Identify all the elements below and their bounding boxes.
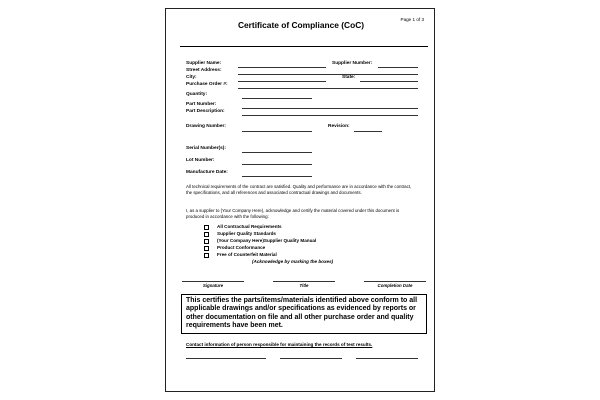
checkbox-supplier-quality-manual[interactable] [204, 239, 209, 244]
supplier-number-field[interactable] [378, 67, 418, 68]
part-description-field[interactable] [242, 115, 418, 116]
state-field[interactable] [360, 81, 418, 82]
street-address-field[interactable] [238, 74, 418, 75]
serial-numbers-label: Serial Number(s): [186, 146, 226, 151]
street-address-label: Street Address: [186, 68, 222, 73]
checkbox-counterfeit-material[interactable] [204, 253, 209, 258]
lot-number-field[interactable] [242, 164, 312, 165]
coc-document-page [165, 8, 435, 392]
certification-statement: This certifies the parts/items/materials identified above conform to all applicable drawings and/or specifications as evidenced by reports or other documentation on file and all other purchase order and quality requirements have been met. [181, 294, 427, 334]
part-description-label: Part Description: [186, 109, 225, 114]
contact-line-1[interactable] [186, 358, 266, 359]
checklist-item: (Your Company Here)Supplier Quality Manual [217, 238, 317, 243]
revision-field[interactable] [354, 131, 382, 132]
serial-numbers-field[interactable] [242, 152, 312, 153]
contact-note: Contact information of person responsible for maintaining the records of test results. [186, 342, 373, 347]
manufacture-date-field[interactable] [242, 176, 312, 177]
checklist-item: Free of Counterfeit Material [217, 252, 277, 257]
requirements-paragraph: All technical requirements of the contract are satisfied. Quality and performance are in accordance with the contract, the specifications, and all references and associated contractual drawings and documents. [186, 184, 412, 195]
signature-caption: Signature [202, 283, 224, 288]
city-label: City: [186, 75, 197, 80]
purchase-order-label: Purchase Order #: [186, 82, 228, 87]
purchase-order-field[interactable] [238, 88, 418, 89]
lot-number-label: Lot Number: [186, 158, 215, 163]
checkbox-product-conformance[interactable] [204, 246, 209, 251]
contact-line-3[interactable] [356, 358, 418, 359]
drawing-number-field[interactable] [242, 131, 312, 132]
checklist-item: All Contractual Requirements [217, 224, 282, 229]
acknowledge-paragraph: I, as a supplier to (Your Company Here), acknowledge and certify the material covered under this document is produced in accordance with the following: [186, 208, 400, 219]
supplier-name-label: Supplier Name: [186, 61, 222, 66]
title-caption: Title [299, 283, 309, 288]
state-label: State: [342, 75, 356, 80]
document-title: Certificate of Compliance (CoC) [237, 20, 365, 30]
supplier-name-field[interactable] [238, 67, 326, 68]
part-number-label: Part Number: [186, 102, 217, 107]
page-number: Page 1 of 3 [400, 17, 424, 22]
revision-label: Revision: [328, 124, 350, 129]
supplier-number-label: Supplier Number: [332, 61, 373, 66]
signature-line[interactable] [182, 281, 244, 282]
drawing-number-label: Drawing Number: [186, 124, 226, 129]
completion-date-caption: Completion Date [377, 283, 413, 288]
completion-date-line[interactable] [364, 281, 426, 282]
quantity-label: Quantity: [186, 92, 208, 97]
contact-line-2[interactable] [280, 358, 342, 359]
checkbox-supplier-quality-standards[interactable] [204, 232, 209, 237]
checkbox-contractual-requirements[interactable] [204, 225, 209, 230]
title-divider [180, 46, 428, 47]
city-field[interactable] [238, 81, 326, 82]
part-number-field[interactable] [242, 108, 418, 109]
quantity-field[interactable] [242, 98, 312, 99]
checklist-note: (Acknowledge by marking the boxes) [252, 259, 334, 264]
checklist-item: Product Conformance [217, 245, 266, 250]
checklist-item: Supplier Quality Standards [217, 231, 276, 236]
title-line[interactable] [273, 281, 335, 282]
manufacture-date-label: Manufacture Date: [186, 170, 228, 175]
